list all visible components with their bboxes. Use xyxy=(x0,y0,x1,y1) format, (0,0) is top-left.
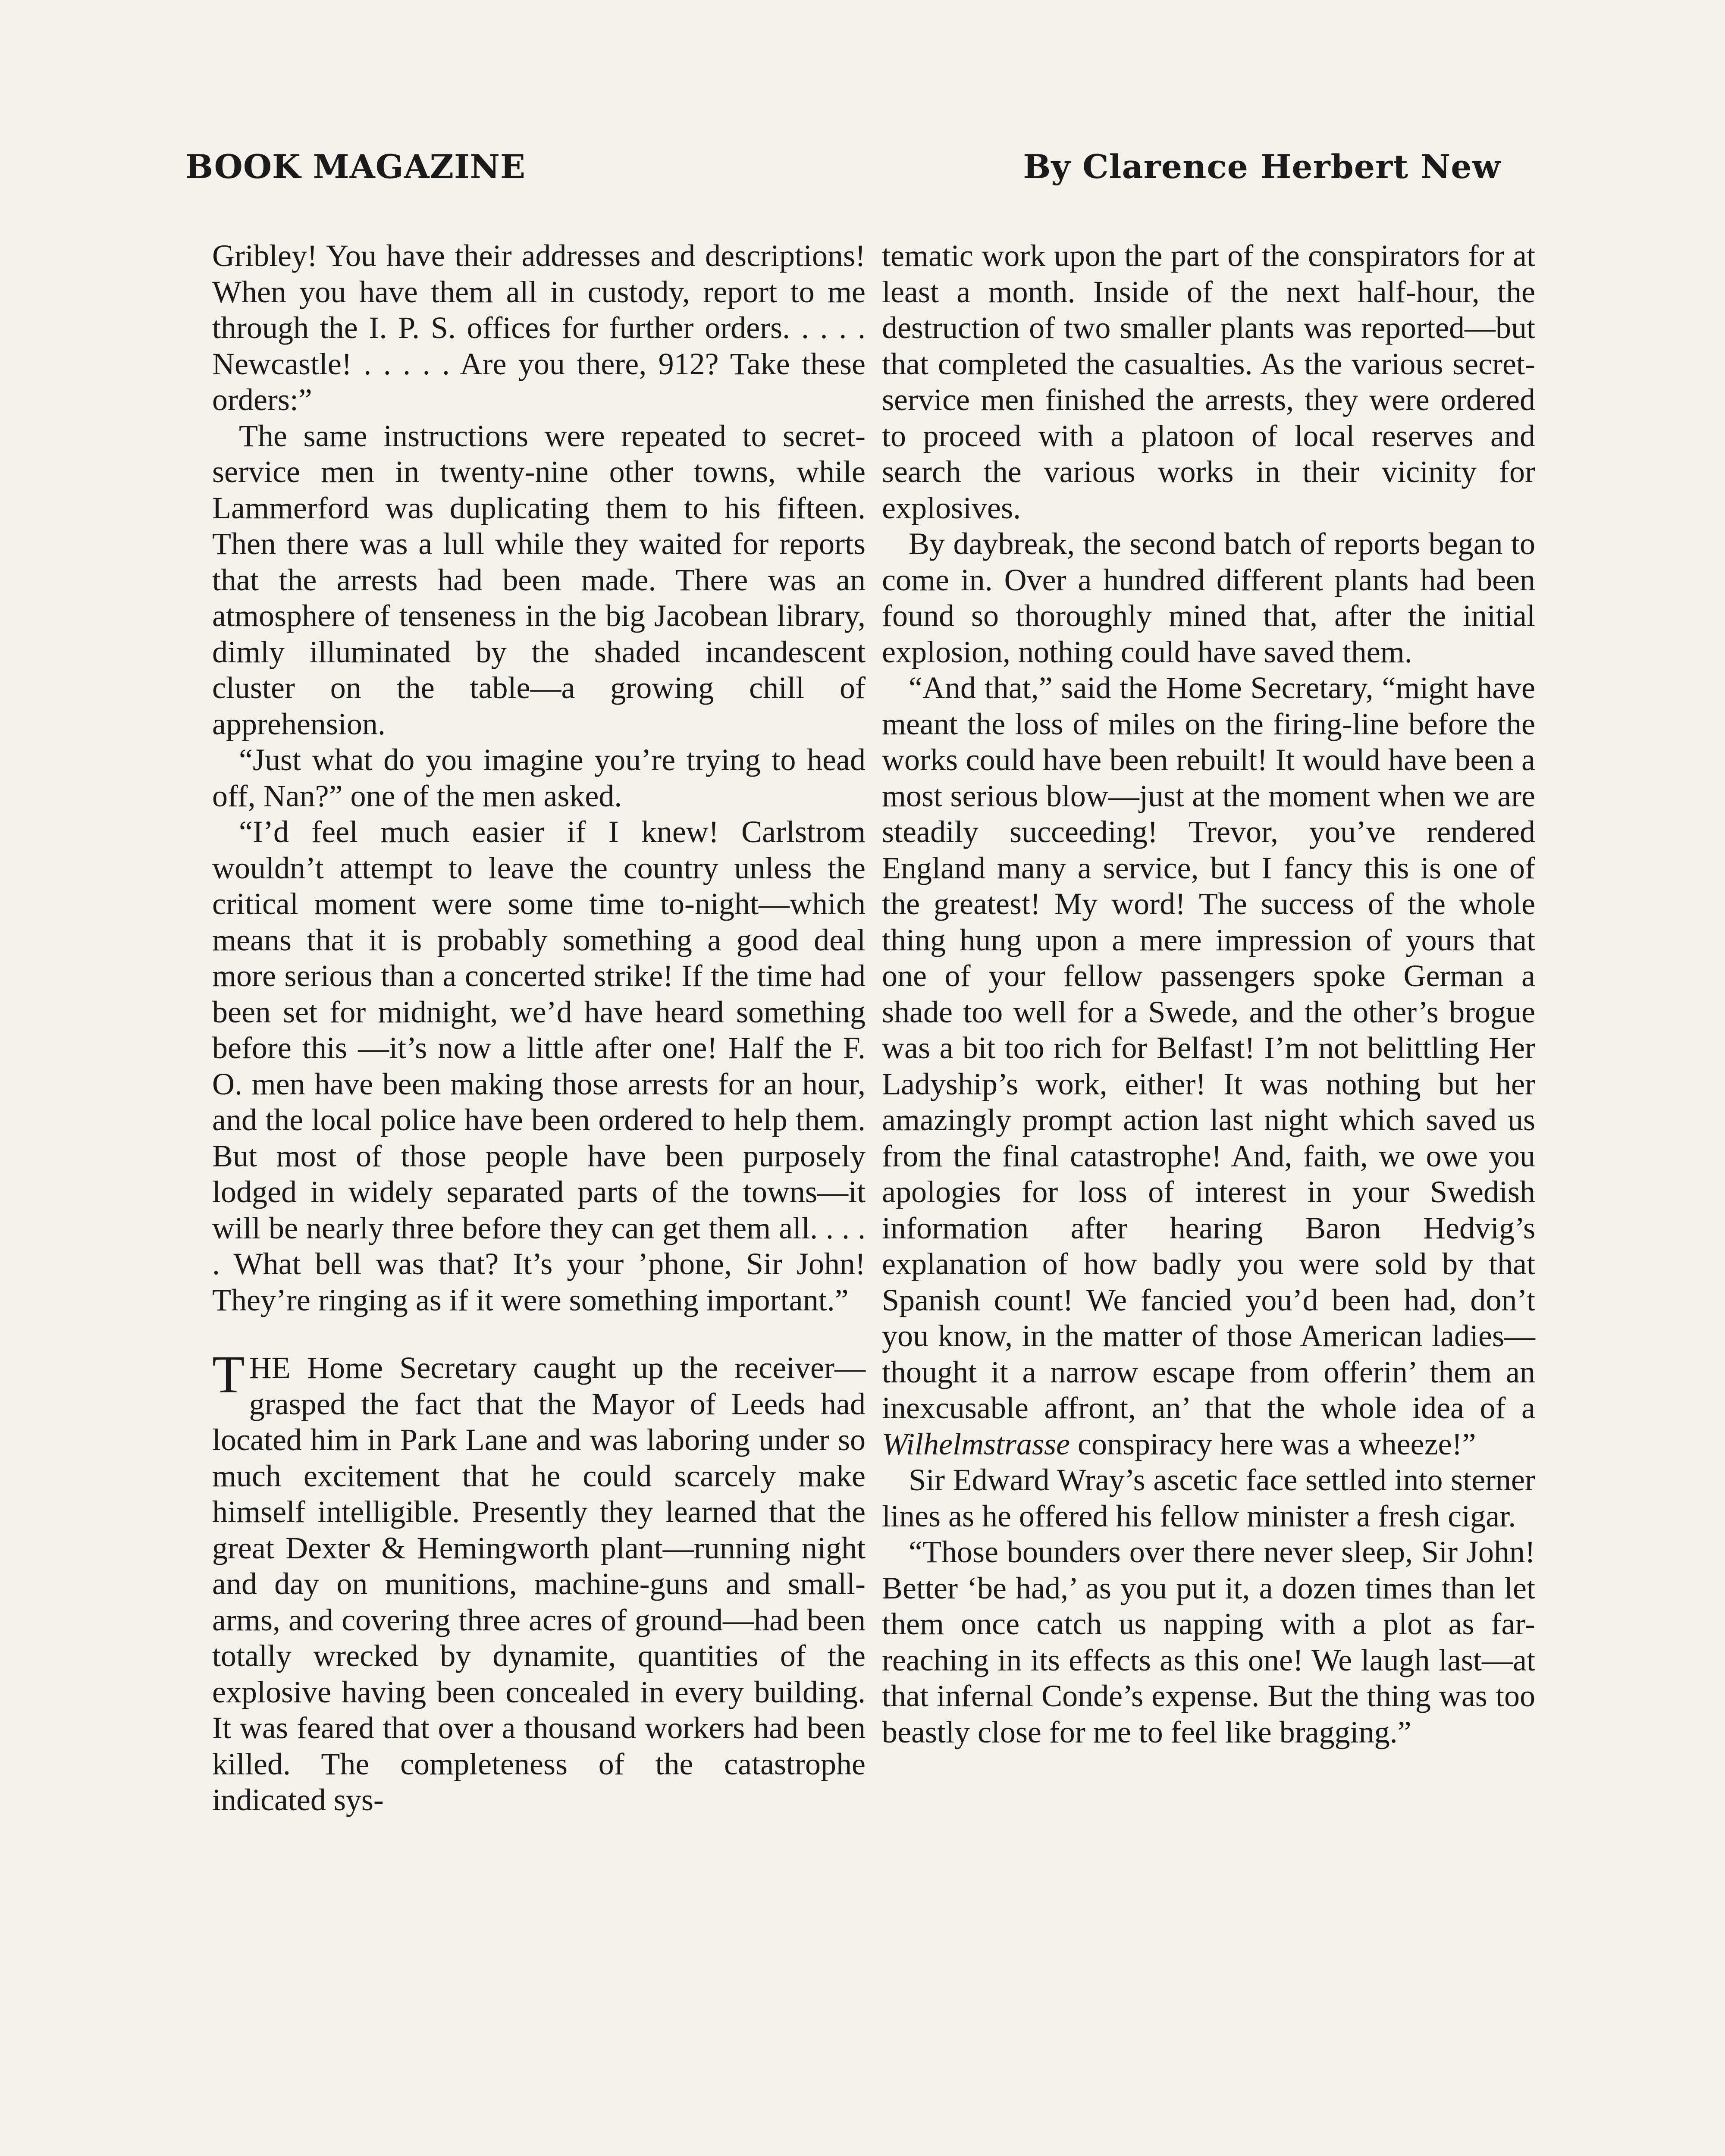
drop-cap-letter: T xyxy=(212,1345,245,1404)
paragraph: The same instructions were repeated to secret-service men in twenty-nine other towns, while Lammerford was duplicating them to his fifteen. Then there was a lull while they waited for reports that the arrests had been made. There was an atmosphere of tenseness in the big Jacobean library, dimly illuminated by the shaded incandescent cluster on the table—a growing chill of apprehension. xyxy=(212,418,866,741)
paragraph: “Those bounders over there never sleep, Sir John! Better ‘be had,’ as you put it, a dozen times than let them once catch us napping with a plot as far-reaching in its effects as this one! We laugh last—at that infernal Conde’s expense. But the thing was too beastly close for me to feel like bragging.” xyxy=(882,1535,1535,1749)
running-head-magazine-title: BOOK MAGAZINE xyxy=(185,147,526,186)
right-text-column xyxy=(882,238,1535,1750)
paragraph: By daybreak, the second batch of reports began to come in. Over a hundred different plants had been found so thoroughly mined that, after the initial explosion, nothing could have saved them. xyxy=(882,526,1535,669)
paragraph-text: “And that,” said the Home Secretary, “might have meant the loss of miles on the firing-line before the works could have been rebuilt! It would have been a most serious blow—just at the moment when we are steadily succeeding! Trevor, you’ve rendered England many a service, but I fancy this is one of the greatest! My word! The success of the whole thing hung upon a mere impression of yours that one of your fellow passengers spoke German a shade too well for a Swede, and the other’s brogue was a bit too rich for Belfast! I’m not belittling Her Ladyship’s work, either! It was nothing but her amazingly prompt action last night which saved us from the final catastrophe! And, faith, we owe you apologies for loss of interest in your Swedish information after hearing Baron Hedvig’s explanation of how badly you were sold by that Spanish count! We fancied you’d been had, don’t you know, in the matter of those American ladies—thought it a narrow escape from offerin’ them an inexcusable affront, an’ that the whole idea of a xyxy=(882,671,1535,1425)
paragraph-text: HE Home Secretary caught up the receiver—grasped the fact that the Mayor of Leeds had located him in Park Lane and was laboring under so much excitement that he could scarcely make himself intelligible. Presently they learned that the great Dexter & Hemingworth plant—running night and day on munitions, machine-guns and small-arms, and covering three acres of ground—had been totally wrecked by dynamite, quantities of the explosive having been concealed in every building. It was feared that over a thousand workers had been killed. The completeness of the catastrophe indicated sys- xyxy=(212,1351,866,1817)
italic-term: Wilhelmstrasse xyxy=(882,1426,1070,1461)
paragraph xyxy=(882,670,1535,1462)
paragraph: “Just what do you imagine you’re trying to head off, Nan?” one of the men asked. xyxy=(212,743,866,813)
paragraph: Sir Edward Wray’s ascetic face settled into sterner lines as he offered his fellow minister a fresh cigar. xyxy=(882,1463,1535,1533)
section-break xyxy=(212,1318,866,1350)
paragraph-text: conspiracy here was a wheeze!” xyxy=(1070,1426,1476,1461)
paragraph: tematic work upon the part of the conspirators for at least a month. Inside of the next half-hour, the destruction of two smaller plants was reported—but that completed the casualties. As the various secret-service men finished the arrests, they were ordered to proceed with a platoon of local reserves and search the various works in their vicinity for explosives. xyxy=(882,238,1535,525)
running-head-author: By Clarence Herbert New xyxy=(1023,147,1501,186)
left-text-column xyxy=(212,238,866,1818)
dropcap-paragraph xyxy=(212,1345,866,1818)
paragraph: “I’d feel much easier if I knew! Carlstrom wouldn’t attempt to leave the country unless the critical moment were some time to-night—which means that it is probably something a good deal more serious than a concerted strike! If the time had been set for midnight, we’d have heard something before this —it’s now a little after one! Half the F. O. men have been making those arrests for an hour, and the local police have been ordered to help them. But most of those people have been purposely lodged in widely separated parts of the towns—it will be nearly three before they can get them all. . . . . What bell was that? It’s your ’phone, Sir John! They’re ringing as if it were something important.” xyxy=(212,815,866,1317)
paragraph: Gribley! You have their addresses and descriptions! When you have them all in custody, report to me through the I. P. S. offices for further orders. . . . . Newcastle! . . . . . Are you there, 912? Take these orders:” xyxy=(212,238,866,417)
